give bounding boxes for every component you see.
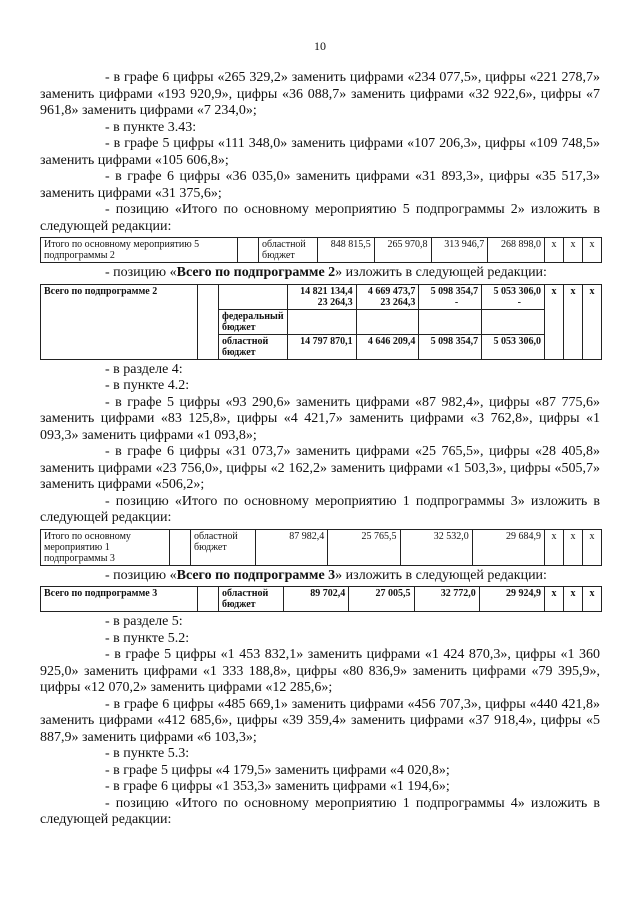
mark-cell: x: [545, 529, 564, 565]
mark-cell: x: [583, 529, 602, 565]
table-row: [41, 238, 602, 263]
value-cell: 313 946,7: [431, 238, 488, 263]
budget-label: областной бюджет: [259, 238, 318, 263]
mark-cell: x: [564, 529, 583, 565]
budget-label: областной бюджет: [191, 529, 256, 565]
table-subprogram3-total: [40, 586, 602, 612]
paragraph: - в графе 6 цифры «31 073,7» заменить цифрами «25 765,5», цифры «28 405,8» заменить цифрами «23 756,0», цифры «2 162,2» заменить цифрами «1 503,3», цифры «505,7» заменить цифрами «506,2»;: [40, 444, 600, 492]
table-row: [41, 529, 602, 565]
mark-cell: x: [545, 587, 564, 612]
mark-cell: x: [583, 238, 602, 263]
value-cell: 14 821 134,4 23 264,3: [288, 284, 357, 309]
paragraph: - в пункте 4.2:: [105, 378, 190, 393]
budget-label: областной бюджет: [219, 587, 284, 612]
value-cell: 5 098 354,7: [419, 334, 482, 359]
budget-label: областной бюджет: [219, 334, 288, 359]
table-row: [41, 284, 602, 309]
paragraph: - в графе 5 цифры «111 348,0» заменить цифрами «107 206,3», цифры «109 748,5» заменить цифрами «105 606,8»;: [40, 136, 600, 168]
bold-phrase: Всего по подпрограмме 3: [176, 567, 336, 583]
value-cell: 89 702,4: [284, 587, 349, 612]
paragraph: - в графе 6 цифры «265 329,2» заменить цифрами «234 077,5», цифры «221 278,7» заменить цифрами «193 920,9», цифры «36 088,7» заменить цифрами «32 922,6», цифры «7 961,8» заменить цифрами «7 234,0»;: [40, 70, 600, 118]
mark-cell: x: [564, 587, 583, 612]
paragraph: - позицию «Итого по основному мероприятию 1 подпрограммы 4» изложить в следующей редакции:: [40, 795, 600, 827]
paragraph: - в пункте 3.43:: [105, 119, 197, 135]
paragraph: - позицию «Итого по основному мероприятию 1 подпрограммы 3» изложить в следующей редакции:: [40, 493, 600, 525]
value-cell: 5 098 354,7 -: [419, 284, 482, 309]
paragraph: - в графе 6 цифры «1 353,3» заменить цифрами «1 194,6»;: [105, 779, 450, 794]
paragraph: - в графе 5 цифры «1 453 832,1» заменить цифрами «1 424 870,3», цифры «1 360 925,0» заменить цифрами «1 333 188,8», цифры «80 836,9» заменить цифрами «79 395,9», цифры «12 070,2» заменить цифрами «12 285,6»;: [40, 647, 600, 695]
paragraph: - позицию «Всего по подпрограмме 2» изложить в следующей редакции:: [105, 265, 547, 280]
paragraph: - в графе 6 цифры «485 669,1» заменить цифрами «456 707,3», цифры «440 421,8» заменить цифрами «412 685,6», цифры «39 359,4» заменить цифрами «37 918,4», цифры «5 887,9» заменить цифрами «6 103,3»;: [40, 696, 600, 745]
row-name: Итого по основному мероприятию 5 подпрограммы 2: [41, 238, 238, 263]
value-cell: 14 797 870,1: [288, 334, 357, 359]
document-body: [40, 70, 600, 829]
paragraph: - позицию «Всего по подпрограмме 3» изложить в следующей редакции:: [105, 567, 547, 583]
value-cell: 29 924,9: [479, 587, 544, 612]
table-subprogram2-total: [40, 284, 602, 360]
paragraph: - в графе 5 цифры «93 290,6» заменить цифрами «87 982,4», цифры «87 775,6» заменить цифрами «83 125,8», цифры «4 421,7» заменить цифрами «3 762,8», цифры «1 093,3» заменить цифрами «1 093,8»;: [40, 394, 600, 443]
value-cell: 4 669 473,7 23 264,3: [356, 284, 419, 309]
paragraph: - в разделе 5:: [105, 614, 183, 629]
table-subprogram2-measure5-total: [40, 237, 602, 263]
value-cell: 268 898,0: [488, 238, 545, 263]
table-subprogram3-measure1-total: [40, 529, 602, 566]
value-cell: 5 053 306,0: [482, 334, 545, 359]
mark-cell: x: [545, 238, 564, 263]
value-cell: 265 970,8: [374, 238, 431, 263]
row-name: Всего по подпрограмме 3: [41, 587, 198, 612]
value-cell: 32 532,0: [400, 529, 472, 565]
mark-cell: x: [583, 284, 602, 359]
bold-phrase: Всего по подпрограмме 2: [176, 265, 336, 280]
value-cell: 32 772,0: [414, 587, 479, 612]
mark-cell: x: [545, 284, 564, 359]
row-name: Всего по подпрограмме 2: [41, 284, 198, 359]
mark-cell: x: [564, 238, 583, 263]
value-cell: 29 684,9: [472, 529, 544, 565]
budget-label: федеральный бюджет: [219, 309, 288, 334]
paragraph: - в пункте 5.3:: [105, 746, 190, 761]
row-name: Итого по основному мероприятию 1 подпрограммы 3: [41, 529, 170, 565]
paragraph: - позицию «Итого по основному мероприятию 5 подпрограммы 2» изложить в следующей редакции:: [40, 202, 600, 234]
page-number: 10: [314, 39, 326, 53]
paragraph: - в графе 6 цифры «36 035,0» заменить цифрами «31 893,3», цифры «35 517,3» заменить цифрами «31 375,6»;: [40, 169, 600, 201]
value-cell: 27 005,5: [349, 587, 414, 612]
value-cell: 25 765,5: [328, 529, 400, 565]
mark-cell: x: [583, 587, 602, 612]
value-cell: 87 982,4: [256, 529, 328, 565]
value-cell: 4 646 209,4: [356, 334, 419, 359]
paragraph: - в графе 5 цифры «4 179,5» заменить цифрами «4 020,8»;: [105, 762, 450, 778]
mark-cell: x: [564, 284, 583, 359]
table-row: [41, 587, 602, 612]
paragraph: - в пункте 5.2:: [105, 630, 190, 646]
value-cell: 5 053 306,0 -: [482, 284, 545, 309]
paragraph: - в разделе 4:: [105, 361, 183, 377]
value-cell: 848 815,5: [318, 238, 375, 263]
